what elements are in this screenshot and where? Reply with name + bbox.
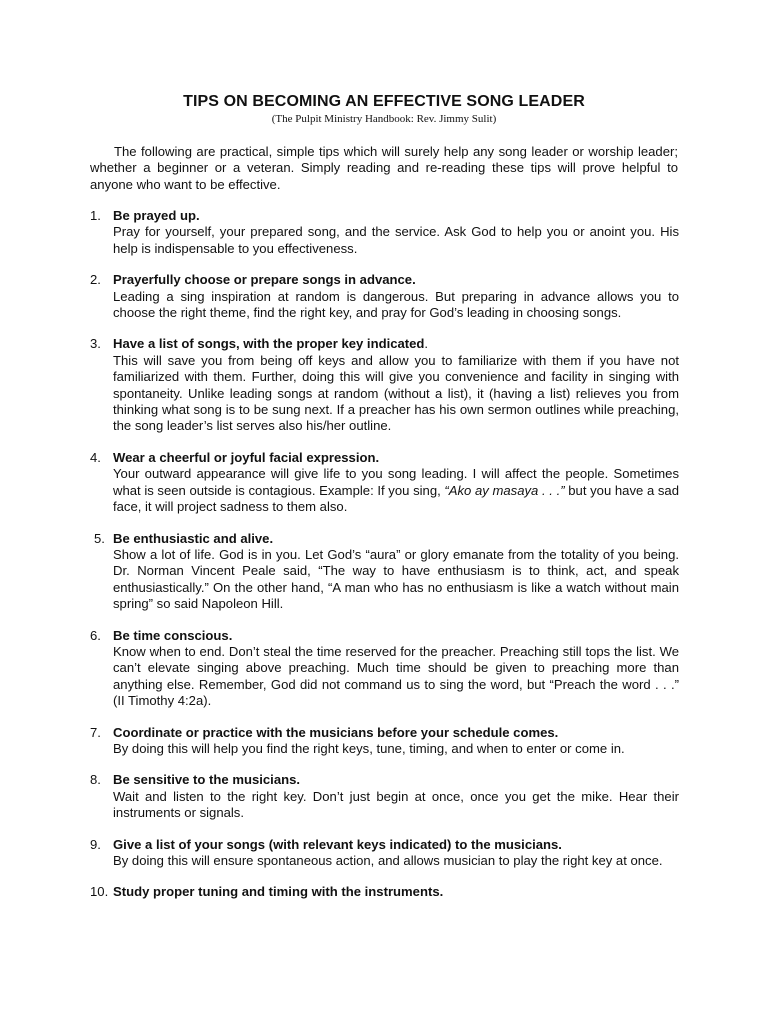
item-heading: Coordinate or practice with the musicians before your schedule comes. xyxy=(113,724,559,740)
item-body: Show a lot of life. God is in you. Let God’s “aura” or glory emanate from the totality of you being. Dr. Norman Vincent Peale said, “The way to have enthusiasm is to think, act, and speak enthusiastically.” On the other hand, “A man who has no enthusiasm is like a watch without main spring” so said Napoleon Hill. xyxy=(113,546,679,612)
list-item xyxy=(0,772,768,821)
item-number: 5. xyxy=(94,530,105,546)
item-number: 1. xyxy=(90,208,101,223)
item-heading: Be enthusiastic and alive. xyxy=(113,530,274,546)
list-item xyxy=(0,837,768,870)
item-heading-period: . xyxy=(424,336,429,352)
item-number: 3. xyxy=(90,336,101,352)
list-item xyxy=(0,628,768,710)
item-heading: Give a list of your songs (with relevant keys indicated) to the musicians. xyxy=(113,836,562,852)
list-item xyxy=(0,450,768,516)
item-number: 7. xyxy=(90,724,101,740)
list-item xyxy=(0,272,768,321)
list-item xyxy=(0,336,768,434)
item-body-text: Your outward appearance will give life to you song leading. I will affect the people. Sometimes what is seen outside is contagious. Example: If you sing, xyxy=(113,466,679,498)
item-number: 9. xyxy=(90,836,101,852)
intro-paragraph: The following are practical, simple tips which will surely help any song leader or worship leader; whether a beginner or a veteran. Simply reading and re-reading these tips will prove helpful to anyone who want to be effective. xyxy=(90,144,678,192)
item-number: 4. xyxy=(90,449,101,465)
item-number: 8. xyxy=(90,772,101,788)
item-body: Wait and listen to the right key. Don’t just begin at once, once you get the mike. Hear their instruments or signals. xyxy=(113,788,679,821)
item-body: Leading a sing inspiration at random is dangerous. But preparing in advance allows you to choose the right theme, find the right key, and pray for God’s leading in choosing songs. xyxy=(113,288,679,321)
list-item xyxy=(0,725,768,758)
tips-list xyxy=(0,208,768,916)
page-title: TIPS ON BECOMING AN EFFECTIVE SONG LEADER xyxy=(183,93,585,110)
item-body: By doing this will ensure spontaneous action, and allows musician to play the right key at once. xyxy=(113,853,663,868)
list-item xyxy=(0,884,768,900)
item-heading: Prayerfully choose or prepare songs in advance. xyxy=(113,272,416,288)
item-heading: Have a list of songs, with the proper key indicated xyxy=(113,336,425,352)
list-item xyxy=(0,208,768,257)
item-body: Know when to end. Don’t steal the time reserved for the preacher. Preaching still tops the list. We can’t elevate singing above preaching. Much time should be given to preaching more than anything else. Remember, God did not command us to sing the word, but “Preach the word . . .” (II Timothy 4:2a). xyxy=(113,643,679,709)
item-body: Pray for yourself, your prepared song, and the service. Ask God to help you or anoint you. His help is indispensable to you effectiveness. xyxy=(113,224,679,256)
item-body-quote: “Ako ay masaya . . .” xyxy=(444,482,565,498)
item-body: This will save you from being off keys and allow you to familiarize with them if you have not familiarized with them. Further, doing this will give you convenience and facility in singing with spontaneity. Unlike leading songs at random (without a list), it (having a list) relieves you from thinking what song is to be sung next. If a preacher has his own sermon outlines while preaching, the song leader’s list serves also his/her outline. xyxy=(113,352,679,434)
item-number: 10. xyxy=(90,884,109,900)
item-body: By doing this will help you find the right keys, tune, timing, and when to enter or come in. xyxy=(113,740,625,756)
item-heading-line xyxy=(113,336,679,352)
list-item xyxy=(0,531,768,613)
item-number: 6. xyxy=(90,627,101,643)
page-subtitle: (The Pulpit Ministry Handbook: Rev. Jimmy Sulit) xyxy=(271,113,497,125)
item-heading: Be prayed up. xyxy=(113,208,200,223)
item-heading: Wear a cheerful or joyful facial expression. xyxy=(113,449,380,465)
item-heading: Be time conscious. xyxy=(113,627,233,643)
item-number: 2. xyxy=(90,272,101,288)
item-heading: Be sensitive to the musicians. xyxy=(113,772,301,788)
item-body-text-end: but you have a sad face, it will project sadness to them also. xyxy=(113,482,679,515)
item-heading: Study proper tuning and timing with the instruments. xyxy=(113,884,444,900)
item-body xyxy=(113,466,679,515)
